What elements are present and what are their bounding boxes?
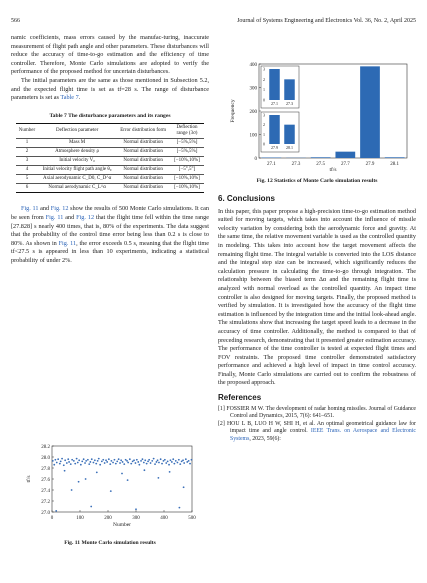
scatter-point xyxy=(84,462,86,464)
histogram-bar xyxy=(360,66,380,158)
scatter-point xyxy=(91,458,93,460)
x-tick-label: 27.5 xyxy=(316,162,326,167)
scatter-point xyxy=(88,463,90,465)
scatter-point xyxy=(175,460,177,462)
table-cell: Normal distribution xyxy=(116,148,170,157)
scatter-point xyxy=(125,459,127,461)
scatter-point xyxy=(64,470,66,472)
table-row xyxy=(16,175,204,184)
scatter-point xyxy=(132,461,134,463)
scatter-point xyxy=(182,459,184,461)
scatter-point xyxy=(170,459,172,461)
right-column xyxy=(218,195,416,444)
scatter-point xyxy=(67,458,69,460)
table-caption: Table 7 The disturbance parameters and its ranges xyxy=(49,112,171,119)
scatter-point xyxy=(151,460,153,462)
inset-small-x-tick-label: 28.1 xyxy=(286,145,293,150)
scatter-point xyxy=(143,462,145,464)
reference-2-text: [2] HOU L B, LUO H W, SHI H, et al. An optimal geometrical guidance law for impact time and angle control. xyxy=(218,420,416,435)
scatter-point xyxy=(57,458,59,460)
scatter-point xyxy=(54,459,56,461)
fig11-svg xyxy=(20,440,200,535)
fig11-link[interactable]: Fig. 11 xyxy=(21,205,39,213)
scatter-point xyxy=(144,459,146,461)
table-cell: [−10%,10%] xyxy=(170,157,204,166)
paragraph-3 xyxy=(11,205,209,265)
scatter-point xyxy=(135,508,137,510)
table-header-row xyxy=(16,124,204,139)
table-cell: Initial velocity V₀ xyxy=(38,157,116,166)
table-header-cell: Deflection parameter xyxy=(38,124,116,139)
scatter-point xyxy=(61,458,63,460)
x-tick-label: 27.9 xyxy=(365,162,375,167)
fig11-caption: Fig. 11 Monte Carlo simulation results xyxy=(64,540,156,546)
reference-1: [1] FOSSIER M W. The development of radar homing missiles. Journal of Guidance Control and Dynamics, 2015, 7(6): 641–651. xyxy=(218,405,416,420)
scatter-point xyxy=(114,459,116,461)
table-row xyxy=(16,184,204,193)
histogram-bar xyxy=(311,157,331,158)
scatter-point xyxy=(109,463,111,465)
scatter-point xyxy=(158,477,160,479)
scatter-point xyxy=(90,506,92,508)
scatter-point xyxy=(63,464,65,466)
scatter-point xyxy=(119,462,121,464)
table-cell: Normal distribution xyxy=(116,139,170,148)
table-cell: Initial velocity flight path angle θ₀ xyxy=(38,166,116,175)
scatter-point xyxy=(85,478,87,480)
scatter-point xyxy=(160,458,162,460)
inset-main-y-tick-label: 0 xyxy=(263,97,265,103)
scatter-point xyxy=(78,459,80,461)
disturbance-table xyxy=(16,123,204,193)
scatter-point xyxy=(165,462,167,464)
inset-main-y-tick-label: 2 xyxy=(263,76,265,82)
reference-2-link[interactable]: IEEE Trans. on Aerospace and Electronic Systems xyxy=(230,428,416,443)
scatter-point xyxy=(112,462,114,464)
scatter-point xyxy=(105,459,107,461)
scatter-point xyxy=(136,459,138,461)
scatter-point xyxy=(135,462,137,464)
x-tick-label: 200 xyxy=(104,516,112,521)
y-tick-label: 27.2 xyxy=(41,500,50,505)
fig12-link[interactable]: Fig. 12 xyxy=(50,205,69,213)
scatter-point xyxy=(146,463,148,465)
scatter-point xyxy=(52,460,54,462)
y-tick-label: 27.4 xyxy=(41,489,50,494)
inset-small-y-tick-label: 2 xyxy=(263,122,265,128)
inset-small-y-tick-label: 1 xyxy=(263,131,265,137)
table-cell: Atmosphere density ρ xyxy=(38,148,116,157)
scatter-point xyxy=(56,462,58,464)
scatter-point xyxy=(181,461,183,463)
scatter-point xyxy=(53,464,55,466)
y-tick-label: 100 xyxy=(249,133,257,139)
scatter-point xyxy=(83,458,85,460)
scatter-point xyxy=(87,459,89,461)
table-cell: [−5%,5%] xyxy=(170,139,204,148)
scatter-point xyxy=(148,459,150,461)
y-tick-label: 28.2 xyxy=(41,445,50,450)
scatter-point xyxy=(110,460,112,462)
scatter-point xyxy=(189,463,191,465)
table-row xyxy=(16,157,204,166)
fig12-chart xyxy=(225,60,415,172)
scatter-point xyxy=(80,464,82,466)
para2-text: The initial parameters are the same as those mentioned in Subsection 5.2, and the expected flight time is set as tf=28 s. The range of disturbance parameters is set as xyxy=(11,76,209,102)
scatter-point xyxy=(144,469,146,471)
scatter-point xyxy=(140,460,142,462)
scatter-point xyxy=(118,458,120,460)
x-tick-label: 100 xyxy=(76,516,84,521)
x-tick-label: 300 xyxy=(132,516,140,521)
fig12-link[interactable]: Fig. 12 xyxy=(76,213,95,221)
section-title: 6. Conclusions xyxy=(218,194,275,203)
para3-text: and xyxy=(38,205,51,213)
scatter-point xyxy=(183,486,185,488)
plot-frame xyxy=(52,446,192,512)
scatter-point xyxy=(127,462,129,464)
scatter-point xyxy=(101,461,103,463)
scatter-point xyxy=(120,459,122,461)
references-title: References xyxy=(218,393,262,403)
scatter-point xyxy=(123,463,125,465)
inset-main-bar xyxy=(269,69,280,100)
x-tick-label: 0 xyxy=(50,516,54,521)
reference-2-end: , 2023, 59(6): xyxy=(249,436,281,443)
y-tick-label: 28.0 xyxy=(41,456,50,461)
scatter-point xyxy=(71,459,73,461)
scatter-point xyxy=(150,462,152,464)
table-cell: Axial aerodynamic C_D0, C_D^α xyxy=(38,175,116,184)
scatter-point xyxy=(130,463,132,465)
y-tick-label: 27.0 xyxy=(41,511,50,516)
scatter-point xyxy=(185,458,187,460)
scatter-point xyxy=(164,459,166,461)
para2-end: . xyxy=(78,94,81,102)
fig11-link[interactable]: Fig. 11 xyxy=(45,213,64,221)
scatter-point xyxy=(93,462,95,464)
scatter-point xyxy=(167,461,169,463)
scatter-point xyxy=(147,461,149,463)
table-cell: Normal distribution xyxy=(116,157,170,166)
scatter-point xyxy=(173,463,175,465)
y-axis-label: Frequency xyxy=(230,99,236,123)
histogram-bar xyxy=(335,152,355,158)
scatter-point xyxy=(106,461,108,463)
y-tick-label: 300 xyxy=(249,86,257,92)
inset-main-y-tick-label: 3 xyxy=(263,66,265,72)
scatter-point xyxy=(169,471,171,473)
scatter-point xyxy=(157,459,159,461)
x-tick-label: 27.3 xyxy=(291,162,301,167)
table-row xyxy=(16,148,204,157)
table-cell: 3 xyxy=(16,157,38,166)
scatter-point xyxy=(102,459,104,461)
y-tick-label: 0 xyxy=(254,157,257,162)
scatter-point xyxy=(138,464,140,466)
table-cell: Normal distribution xyxy=(116,184,170,193)
scatter-point xyxy=(122,461,124,463)
scatter-point xyxy=(108,458,110,460)
scatter-point xyxy=(96,472,98,474)
scatter-point xyxy=(183,462,185,464)
table-cell: Mass M xyxy=(38,139,116,148)
inset-main-x-tick-label: 27.3 xyxy=(286,101,293,106)
y-tick-label: 400 xyxy=(249,63,257,68)
page-header xyxy=(11,18,416,28)
scatter-point xyxy=(115,463,117,465)
table-cell: 5 xyxy=(16,175,38,184)
table-cell: 1 xyxy=(16,139,38,148)
table-cell: Normal aerodynamic C_L^α xyxy=(38,184,116,193)
scatter-point xyxy=(97,460,99,462)
scatter-point xyxy=(68,461,70,463)
para3-text: , the error exceeds 0.5 s, meaning that the flight time tf<27.5 s is appeared in less than 10 experiments, indicating a statistical probability of under 2%. xyxy=(11,239,209,264)
y-tick-label: 27.8 xyxy=(41,467,50,472)
table-cell: [−10%,10%] xyxy=(170,175,204,184)
scatter-point xyxy=(70,463,72,465)
scatter-point xyxy=(127,479,129,481)
table-header-cell: Deflection range (3σ) xyxy=(170,124,204,139)
scatter-point xyxy=(76,458,78,460)
table-cell: [−5°,5°] xyxy=(170,166,204,175)
inset-main-bar xyxy=(284,79,295,100)
inset-small-y-tick-label: 3 xyxy=(263,112,265,118)
scatter-point xyxy=(116,461,118,463)
scatter-point xyxy=(55,510,57,512)
x-tick-label: 27.7 xyxy=(340,162,350,167)
scatter-point xyxy=(161,463,163,465)
table-row xyxy=(16,139,204,148)
scatter-point xyxy=(66,462,68,464)
scatter-point xyxy=(179,507,181,509)
scatter-point xyxy=(163,460,165,462)
table-row xyxy=(16,166,204,175)
scatter-point xyxy=(154,463,156,465)
scatter-point xyxy=(94,459,96,461)
inset-small-bar xyxy=(284,125,295,144)
scatter-point xyxy=(188,460,190,462)
scatter-point xyxy=(126,460,128,462)
scatter-point xyxy=(74,463,76,465)
reference-2 xyxy=(218,421,416,444)
scatter-point xyxy=(59,463,61,465)
scatter-point xyxy=(158,462,160,464)
table-cell: 2 xyxy=(16,148,38,157)
fig12-svg xyxy=(225,60,415,172)
scatter-point xyxy=(121,473,123,475)
scatter-point xyxy=(104,462,106,464)
table-header-cell: Number xyxy=(16,124,38,139)
scatter-point xyxy=(177,462,179,464)
scatter-point xyxy=(168,464,170,466)
conclusion-text: In this paper, this paper propose a high-precision time-to-go estimation method suited for moving targets, which takes into account the influence of missile velocity variation by considering both the aerodynamic force and gravity. At the same time, the relative movement variable is used as the controlled quantity in modeling. This takes into account how the target movement affects the remaining flight time. The integral variable is converted into the LOS distance and the integral step size can be increased, which significantly reduces the calculation pressure in calculating the time-to-go through integration. The relationship between the biased term Δα and the remaining flight time is analyzed with normal overload as the controlled quantity. An impact time controller is also designed for moving targets. Finally, the proposed method is verified by simulation. It is investigated how the accuracy of the flight time estimation is influenced by the integration time and the initial look-ahead angle. The simulations show that increasing the target speed leads to a decrease in the accuracy of time controller. Additionally, the method is compared to that of preceding research, demonstrating that it presented greater estimation accuracy. The performance of the time controller is tested at expected flight times and FOV restraints. The proposed time controller demonstrated satisfactory performance and achieved a high level of impact in time control accuracy. Finally, Monte Carlo simulations are carried out to confirm the robustness of the proposed approach. xyxy=(218,207,416,387)
scatter-point xyxy=(178,459,180,461)
scatter-point xyxy=(64,459,66,461)
scatter-point xyxy=(78,481,80,483)
table7-link[interactable]: Table 7 xyxy=(60,94,79,102)
table-cell: Normal distribution xyxy=(116,175,170,184)
scatter-point xyxy=(95,463,97,465)
scatter-point xyxy=(129,458,131,460)
x-tick-label: 27.1 xyxy=(266,162,276,167)
fig11-link[interactable]: Fig. 11 xyxy=(58,239,77,247)
scatter-point xyxy=(110,490,112,492)
x-tick-label: 28.1 xyxy=(390,162,400,167)
paragraph-2 xyxy=(11,77,209,103)
y-tick-label: 200 xyxy=(249,110,257,115)
scatter-point xyxy=(186,461,188,463)
scatter-point xyxy=(98,458,100,460)
scatter-point xyxy=(81,461,83,463)
scatter-point xyxy=(89,461,91,463)
x-axis-label: tf/s xyxy=(329,167,337,172)
table-cell: Normal distribution xyxy=(116,166,170,175)
x-tick-label: 500 xyxy=(188,516,196,521)
scatter-point xyxy=(172,458,174,460)
fig12-caption: Fig. 12 Statistics of Monte Carlo simulation results xyxy=(256,178,378,184)
left-column xyxy=(11,34,209,266)
scatter-point xyxy=(142,458,144,460)
para3-text: that the flight time fell within the time range [27.828] s nearly 400 times, that is, 80% of the experiments. The data suggest that the probability of the control time error being less than 0.2 s is close to 80%. As shown in xyxy=(11,213,209,247)
scatter-point xyxy=(85,460,87,462)
fig11-chart xyxy=(20,440,200,535)
table-header-cell: Error distribution form xyxy=(116,124,170,139)
scatter-point xyxy=(179,463,181,465)
para3-text: and xyxy=(63,213,77,221)
page-number: 566 xyxy=(11,18,20,24)
scatter-point xyxy=(137,461,139,463)
scatter-point xyxy=(156,461,158,463)
table-cell: 4 xyxy=(16,166,38,175)
scatter-point xyxy=(77,462,79,464)
y-tick-label: 27.6 xyxy=(41,478,50,483)
scatter-point xyxy=(73,460,75,462)
histogram-bar xyxy=(385,157,405,158)
para3-text: show the results of 500 Monte Carlo simulations. It can be seen from xyxy=(11,205,209,221)
x-axis-label: Number xyxy=(112,522,132,528)
inset-main-x-tick-label: 27.1 xyxy=(271,101,278,106)
scatter-point xyxy=(71,489,73,491)
inset-small-y-tick-label: 0 xyxy=(263,141,265,147)
journal-title: Journal of Systems Engineering and Electronics Vol. 36, No. 2, April 2025 xyxy=(237,18,416,24)
paragraph-1: namic coefficients, mass errors caused by the manufac-turing, inaccurate measurement of flight path angle and other parameters. These disturbances will reduce the accuracy of time-to-go estimation and the efficiency of time controller. Therefore, Monte Carlo simulations are adopted to verify the performance of the proposed method for uncertain disturbances. xyxy=(11,34,209,76)
scatter-point xyxy=(99,464,101,466)
inset-main-y-tick-label: 1 xyxy=(263,87,265,93)
inset-small-x-tick-label: 27.9 xyxy=(271,145,278,150)
table-cell: 6 xyxy=(16,184,38,193)
table-cell: [−5%,5%] xyxy=(170,148,204,157)
scatter-point xyxy=(171,461,173,463)
scatter-point xyxy=(133,459,135,461)
scatter-point xyxy=(60,461,62,463)
table-cell: [−10%,10%] xyxy=(170,184,204,193)
scatter-point xyxy=(153,458,155,460)
scatter-point xyxy=(191,459,193,461)
y-axis-label: tf/s xyxy=(26,475,32,483)
x-tick-label: 400 xyxy=(160,516,168,521)
inset-small-bar xyxy=(269,115,280,144)
